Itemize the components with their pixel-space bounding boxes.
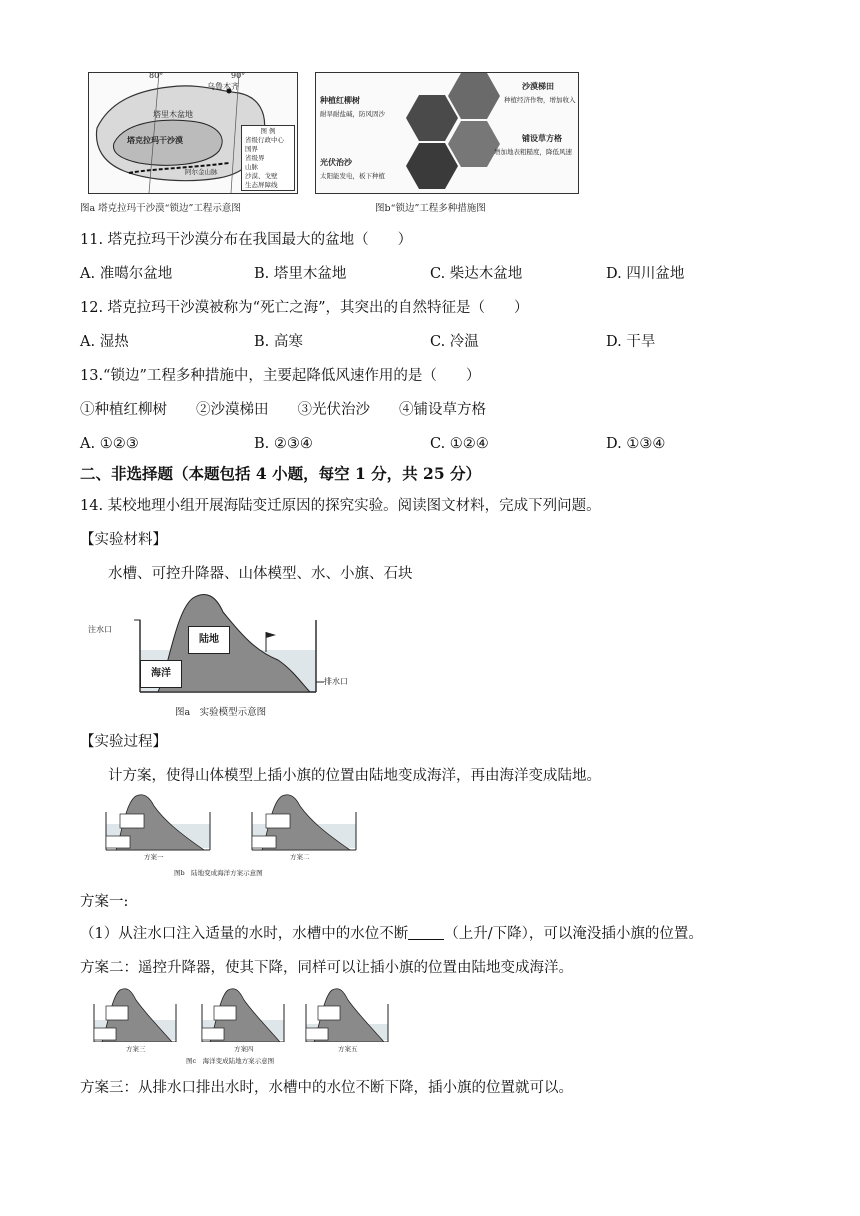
plan1-question-before: （1）从注水口注入适量的水时，水槽中的水位不断 [80,926,409,942]
measure-desc: 种植经济作物，增加收入 [504,96,576,104]
outlet-label: 排水口 [324,677,348,686]
q11-stem: 11. 塔克拉玛干沙漠分布在我国最大的盆地（ ） [80,232,413,248]
plan2-text: 方案二：遥控升降器，使其下降，同样可以让插小旗的位置由陆地变成海洋。 [80,960,573,976]
materials-text: 水槽、可控升降器、山体模型、水、小旗、石块 [108,566,413,582]
process-heading: 【实验过程】 [80,734,167,750]
map-legend-item: 山脉 [245,163,258,171]
measure-desc: 增加地表粗糙度，降低风速 [494,148,572,156]
map-legend-title: 图 例 [260,127,276,135]
land-to-ocean-figure [86,792,366,862]
q13-choices: ①种植红柳树 ②沙漠梯田 ③光伏治沙 ④铺设草方格 [80,402,486,418]
map-coord-80: 80° [149,71,164,80]
map-legend [241,125,295,191]
plan2-label: 方案二 [290,853,310,861]
q13-stem: 13.“锁边”工程多种措施中，主要起降低风速作用的是（ ） [80,368,481,384]
plan1-label-text: 方案一: [80,894,129,910]
ocean-label: 海洋 [151,668,171,679]
plan4-diagram [188,986,288,1042]
measure-title: 光伏治沙 [320,157,352,167]
measure-desc: 太阳能发电，板下种植 [320,172,385,180]
plan3-label: 方案三 [126,1045,146,1053]
red-willow-photo [406,95,458,141]
plan1-label: 方案一 [144,853,164,861]
map-label-tarim: 塔里木盆地 [153,110,193,119]
land-to-ocean-caption: 图b 陆地变成海洋方案示意图 [174,869,263,877]
inlet-label: 注水口 [88,625,112,634]
plan1-question-after: （上升/下降），可以淹没插小旗的位置。 [444,926,703,942]
map-legend-item: 省级行政中心 [245,136,284,144]
q12-option-d[interactable]: D. 干旱 [606,334,656,350]
desert-terrace-photo [448,73,500,119]
grass-grid-photo [448,121,500,167]
measure-desc: 耐旱耐盐碱，防风固沙 [320,110,385,118]
ocean-to-land-figure [80,986,390,1052]
q14-stem: 14. 某校地理小组开展海陆变迁原因的探究实验。阅读图文材料，完成下列问题。 [80,498,601,514]
q11-option-d[interactable]: D. 四川盆地 [606,266,685,282]
q11-option-a[interactable]: A. 准噶尔盆地 [80,266,173,282]
plan5-label: 方案五 [338,1045,358,1053]
ocean-to-land-caption: 图c 海洋变成陆地方案示意图 [186,1057,275,1065]
ocean-label-box [140,660,182,688]
plan1-diagram [86,792,216,852]
q13-option-b[interactable]: B. ②③④ [254,436,313,452]
solar-panel-photo [406,143,458,189]
measure-title: 沙漠梯田 [522,81,554,91]
q12-option-b[interactable]: B. 高寒 [254,334,303,350]
q12-option-c[interactable]: C. 冷温 [430,334,479,350]
plan5-diagram [292,986,392,1042]
q12-option-a[interactable]: A. 湿热 [80,334,129,350]
map-figure [88,72,298,194]
plan4-label: 方案四 [234,1045,254,1053]
map-label-desert: 塔克拉玛干沙漠 [127,135,183,145]
land-label: 陆地 [199,634,219,645]
q11-option-b[interactable]: B. 塔里木盆地 [254,266,347,282]
map-coord-90: 90° [231,71,246,80]
plan3-text: 方案三：从排水口排出水时，水槽中的水位不断下降，插小旗的位置就可以。 [80,1080,573,1096]
plan1-answer-blank[interactable] [408,925,444,940]
map-legend-item: 国界 [245,145,258,153]
experiment-model-caption: 图a 实验模型示意图 [175,707,267,718]
plan1-question [80,924,703,944]
map-caption: 图a 塔克拉玛干沙漠“锁边”工程示意图 [80,203,241,214]
section2-heading: 二、非选择题（本题包括 4 小题，每空 1 分，共 25 分） [80,464,482,483]
q11-option-c[interactable]: C. 柴达木盆地 [430,266,523,282]
map-label-urumqi: 乌鲁木齐 [207,82,239,91]
plan2-diagram [232,792,362,852]
land-label-box [188,626,230,654]
measures-figure [315,72,579,194]
process-text: 计方案，使得山体模型上插小旗的位置由陆地变成海洋，再由海洋变成陆地。 [108,768,601,784]
q13-option-d[interactable]: D. ①③④ [606,436,666,452]
plan3-diagram [80,986,180,1042]
measure-title: 铺设草方格 [522,133,562,143]
materials-heading: 【实验材料】 [80,532,167,548]
q12-stem: 12. 塔克拉玛干沙漠被称为“死亡之海”，其突出的自然特征是（ ） [80,300,529,316]
q13-option-c[interactable]: C. ①②④ [430,436,489,452]
map-legend-item: 生态屏障线 [245,181,278,189]
measure-title: 种植红柳树 [320,95,360,105]
q13-option-a[interactable]: A. ①②③ [80,436,139,452]
map-legend-item: 省级界 [245,154,265,162]
map-legend-item: 沙漠、戈壁 [245,172,278,180]
measures-caption: 图b“锁边”工程多种措施图 [375,203,486,214]
experiment-model-figure [88,590,348,700]
map-label-altun: 阿尔金山脉 [185,168,218,176]
